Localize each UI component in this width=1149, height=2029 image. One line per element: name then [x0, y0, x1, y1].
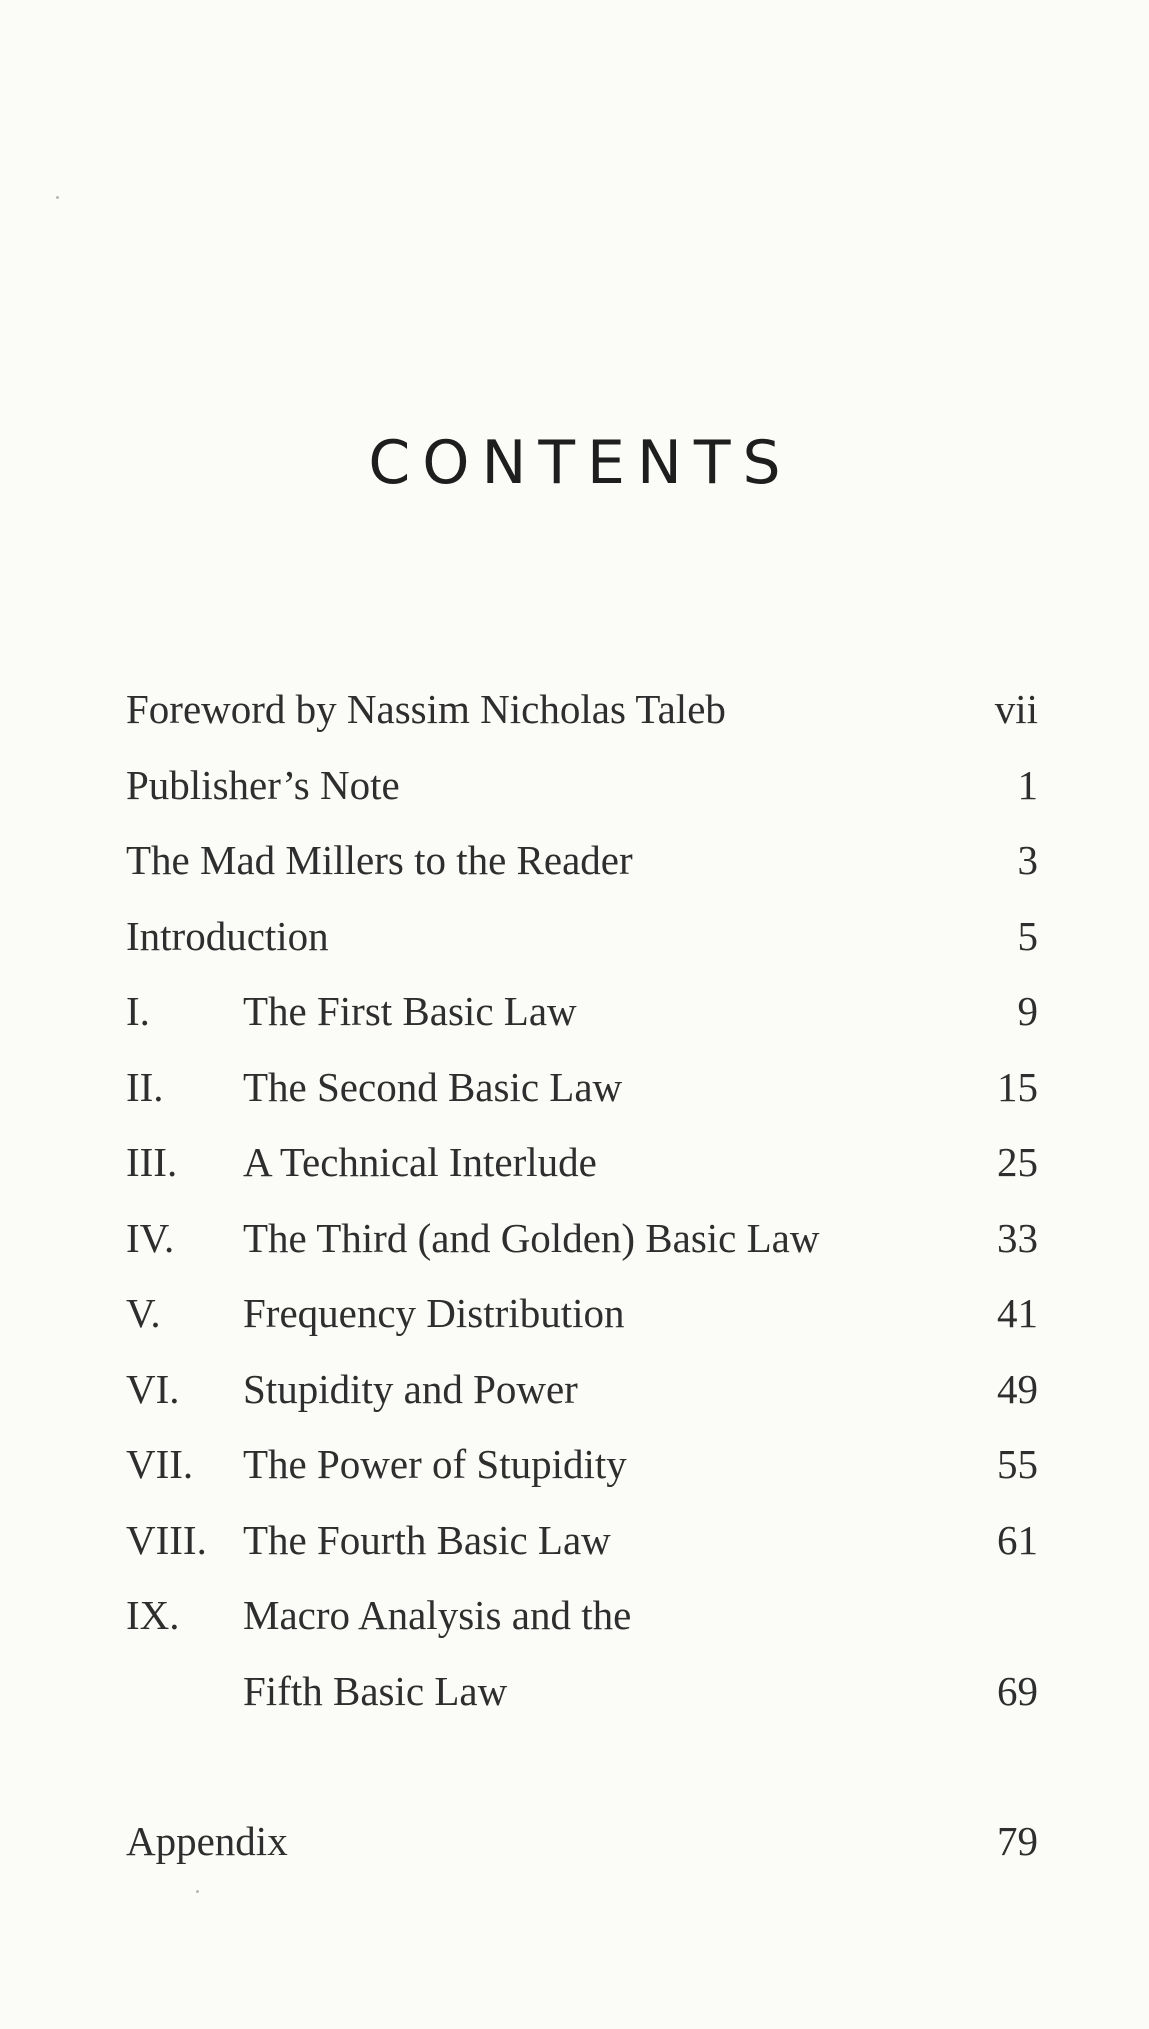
- toc-entry-number: VII.: [126, 1441, 194, 1487]
- toc-entry-introduction[interactable]: [126, 899, 1038, 975]
- toc-entry-page: 9: [1017, 988, 1038, 1034]
- toc-entry-title: A Technical Interlude: [243, 1139, 597, 1185]
- toc-entry-chapter-1[interactable]: [126, 974, 1038, 1050]
- toc-entry-title: The First Basic Law: [243, 988, 577, 1034]
- toc-entry-title: Appendix: [126, 1818, 288, 1864]
- toc-entry-chapter-7[interactable]: [126, 1427, 1038, 1503]
- toc-entry-page: 41: [997, 1290, 1038, 1336]
- toc-entry-title: Foreword by Nassim Nicholas Taleb: [126, 686, 726, 732]
- toc-entry-chapter-4[interactable]: [126, 1201, 1038, 1277]
- toc-entry-number: II.: [126, 1063, 164, 1110]
- toc-entry-page: 1: [1017, 761, 1038, 808]
- page-title: CONTENTS: [368, 428, 793, 498]
- toc-entry-title: The Third (and Golden) Basic Law: [243, 1214, 820, 1261]
- toc-entry-chapter-9-continued[interactable]: [126, 1654, 1038, 1730]
- toc-entry-number: IV.: [126, 1214, 175, 1261]
- toc-entry-chapter-8[interactable]: [126, 1503, 1038, 1579]
- toc-entry-title: The Mad Millers to the Reader: [126, 837, 633, 883]
- toc-entry-chapter-2[interactable]: [126, 1050, 1038, 1126]
- toc-entry-page: 79: [997, 1818, 1038, 1864]
- toc-entry-page: 33: [997, 1214, 1038, 1261]
- toc-entry-title: The Fourth Basic Law: [243, 1516, 611, 1563]
- toc-entry-title: Introduction: [126, 912, 329, 959]
- toc-entry-page: vii: [994, 686, 1038, 732]
- toc-entry-title: Frequency Distribution: [243, 1290, 625, 1336]
- toc-entry-title: Macro Analysis and the: [243, 1592, 632, 1638]
- toc-entry-number: IX.: [126, 1592, 180, 1638]
- toc-entry-number: V.: [126, 1290, 161, 1336]
- toc-entry-chapter-5[interactable]: [126, 1276, 1038, 1352]
- toc-entry-title: Stupidity and Power: [243, 1365, 578, 1412]
- toc-entry-page: 25: [997, 1139, 1038, 1185]
- toc-entry-chapter-6[interactable]: [126, 1352, 1038, 1428]
- toc-entry-title: The Second Basic Law: [243, 1063, 623, 1110]
- paper-speck: [196, 1890, 199, 1893]
- toc-entry-page: 3: [1017, 837, 1038, 883]
- table-of-contents: [126, 672, 1038, 1880]
- toc-entry-publishers-note[interactable]: [126, 748, 1038, 824]
- toc-entry-chapter-9[interactable]: [126, 1578, 1038, 1654]
- toc-entry-page: 49: [997, 1365, 1038, 1412]
- toc-entry-page: 5: [1017, 912, 1038, 959]
- toc-entry-page: 15: [997, 1063, 1038, 1110]
- toc-entry-title: Fifth Basic Law: [243, 1667, 508, 1714]
- toc-entry-page: 61: [997, 1516, 1038, 1563]
- toc-entry-number: III.: [126, 1139, 178, 1185]
- toc-entry-mad-millers[interactable]: [126, 823, 1038, 899]
- toc-entry-title: Publisher’s Note: [126, 761, 400, 808]
- toc-entry-title: The Power of Stupidity: [243, 1441, 627, 1487]
- toc-entry-number: I.: [126, 988, 150, 1034]
- toc-entry-page: 55: [997, 1441, 1038, 1487]
- toc-entry-page: 69: [997, 1667, 1038, 1714]
- toc-entry-number: VI.: [126, 1365, 180, 1412]
- toc-entry-foreword[interactable]: [126, 672, 1038, 748]
- toc-entry-chapter-3[interactable]: [126, 1125, 1038, 1201]
- toc-entry-appendix[interactable]: [126, 1804, 1038, 1880]
- paper-speck: [56, 196, 59, 199]
- toc-entry-number: VIII.: [126, 1516, 207, 1563]
